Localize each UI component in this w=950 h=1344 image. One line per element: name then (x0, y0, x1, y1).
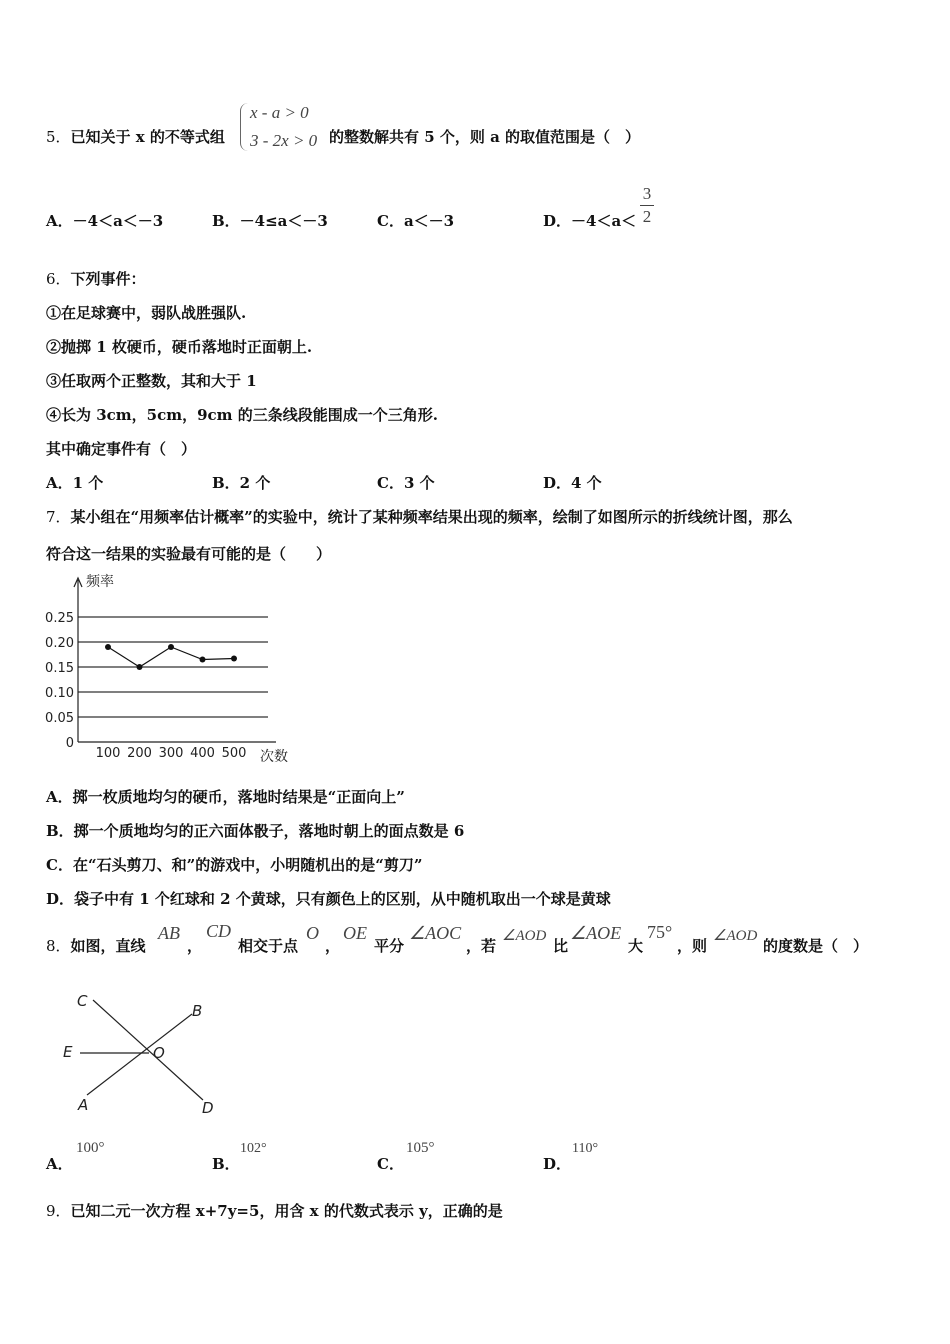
q6-number: 6． (46, 270, 71, 288)
point-label-d: D (202, 1099, 214, 1117)
q8-option-c-value[interactable]: 105° (406, 1140, 435, 1156)
fraction-numerator: 3 (642, 184, 652, 203)
q8-option-d[interactable]: D． (543, 1155, 572, 1173)
x-tick-label: 400 (190, 746, 215, 761)
q5-post-text: 的整数解共有 5 个，则 a 的取值范围是（ ） (329, 128, 641, 146)
q5-option-c[interactable]: C．a＜－3 (377, 212, 455, 230)
x-tick-label: 200 (127, 746, 152, 761)
q5-number: 5． (46, 128, 71, 146)
q8-math-aod-1: ∠AOD (502, 928, 547, 944)
q6-item-1: ①在足球赛中，弱队战胜强队. (46, 304, 247, 322)
q8-number: 8． (46, 937, 71, 955)
q7-number: 7． (46, 508, 71, 526)
q8-math-cd: CD (206, 921, 232, 941)
y-tick-label: 0.05 (45, 711, 74, 726)
q6-item-4: ④长为 3cm，5cm，9cm 的三条线段能围成一个三角形. (46, 406, 438, 424)
q8-math-75-degrees: 75° (647, 922, 673, 942)
x-axis-label: 次数 (260, 749, 288, 765)
q5-system-line1: x - a > 0 (250, 103, 309, 122)
point-label-o: O (153, 1044, 165, 1062)
point-label-b: B (192, 1002, 203, 1020)
q8-text-1: 如图，直线 (70, 937, 146, 955)
q5-option-b[interactable]: B．－4≤a＜－3 (212, 212, 328, 230)
q8-option-b[interactable]: B． (212, 1155, 240, 1173)
q8-text-3: 平分 (374, 937, 405, 955)
x-tick-label: 300 (158, 746, 184, 761)
q7-line1-text: 某小组在“用频率估计概率”的实验中，统计了某种频率结果出现的频率，绘制了如图所示的折线统计图，那么 (70, 508, 793, 526)
q6-item-3: ③任取两个正整数，其和大于 1 (46, 372, 257, 390)
q5-system-line2: 3 - 2x > 0 (250, 131, 318, 150)
q5-option-d-fraction (640, 184, 654, 227)
q6-option-a[interactable]: A．1 个 (46, 474, 104, 492)
line-ab (87, 1014, 192, 1095)
q6-item-2: ②抛掷 1 枚硬币，硬币落地时正面朝上. (46, 338, 313, 356)
q8-option-c[interactable]: C． (377, 1155, 404, 1173)
q8-math-oe: OE (343, 923, 367, 943)
q8-text-4: ，若 (466, 937, 497, 955)
q8-comma-2: ， (325, 937, 341, 955)
line-cd (93, 1000, 203, 1100)
q6-title (46, 270, 146, 288)
q8-text-7: ，则 (677, 937, 708, 955)
q8-math-aoc: ∠AOC (409, 923, 462, 943)
point-label-a: A (78, 1096, 89, 1114)
y-tick-label: 0.15 (45, 661, 74, 676)
q5-stem (46, 128, 225, 146)
q5-pre-text: 已知关于 x 的不等式组 (70, 128, 225, 146)
y-tick-label: 0.10 (45, 686, 74, 701)
data-point (168, 644, 174, 650)
q5-option-a[interactable]: A．－4＜a＜－3 (46, 212, 164, 230)
q7-option-d[interactable]: D．袋子中有 1 个红球和 2 个黄球，只有颜色上的区别，从中随机取出一个球是黄球 (46, 890, 611, 908)
q7-option-c[interactable]: C．在“石头剪刀、和”的游戏中，小明随机出的是“剪刀” (46, 856, 423, 874)
q6-title-text: 下列事件： (70, 270, 146, 288)
q8-option-d-value[interactable]: 110° (572, 1141, 599, 1156)
data-point (231, 656, 237, 662)
y-tick-label: 0 (65, 736, 74, 751)
q6-question: 其中确定事件有（ ） (46, 440, 197, 458)
point-label-e: E (63, 1043, 73, 1061)
q8-math-o: O (306, 923, 319, 943)
x-tick-label: 100 (95, 746, 121, 761)
q8-stem-start (46, 937, 146, 955)
data-point (105, 644, 111, 650)
q8-text-6: 大 (628, 937, 644, 955)
q8-option-a-value[interactable]: 100° (76, 1140, 105, 1156)
q9-text: 已知二元一次方程 x+7y=5，用含 x 的代数式表示 y，正确的是 (70, 1202, 503, 1220)
q8-option-a[interactable]: A． (46, 1155, 73, 1173)
q5-option-d[interactable]: D．－4＜a＜ (543, 212, 637, 230)
y-axis-label: 频率 (86, 574, 114, 590)
q9-stem (46, 1202, 503, 1220)
q6-option-c[interactable]: C．3 个 (377, 474, 435, 492)
q8-text-2: 相交于点 (238, 937, 299, 955)
q8-intersecting-lines-figure (55, 988, 230, 1118)
q6-option-b[interactable]: B．2 个 (212, 474, 271, 492)
q7-stem-line1 (46, 508, 793, 526)
q9-number: 9． (46, 1202, 71, 1220)
q7-option-b[interactable]: B．掷一个质地均匀的正六面体骰子，落地时朝上的面点数是 6 (46, 822, 465, 840)
q7-stem-line2: 符合这一结果的实验最有可能的是（ ） (46, 545, 332, 563)
q8-math-aoe: ∠AOE (570, 923, 622, 943)
data-point (137, 664, 143, 670)
y-tick-label: 0.20 (45, 636, 74, 651)
q8-math-aod-2: ∠AOD (713, 928, 758, 944)
q6-option-d[interactable]: D．4 个 (543, 474, 602, 492)
x-tick-label: 500 (221, 746, 247, 761)
q8-text-8: 的度数是（ ） (763, 937, 869, 955)
q8-comma-1: ， (187, 937, 203, 955)
y-tick-label: 0.25 (45, 611, 74, 626)
q5-system-brace (240, 103, 248, 151)
q8-math-ab: AB (158, 923, 180, 943)
frequency-line-chart (38, 570, 308, 770)
fraction-denominator: 2 (642, 207, 652, 226)
data-point (200, 657, 206, 663)
q8-option-b-value[interactable]: 102° (240, 1141, 267, 1156)
fraction-bar (640, 205, 654, 206)
q8-text-5: 比 (553, 937, 569, 955)
point-label-c: C (77, 992, 88, 1010)
q7-option-a[interactable]: A．掷一枚质地均匀的硬币，落地时结果是“正面向上” (46, 788, 405, 806)
